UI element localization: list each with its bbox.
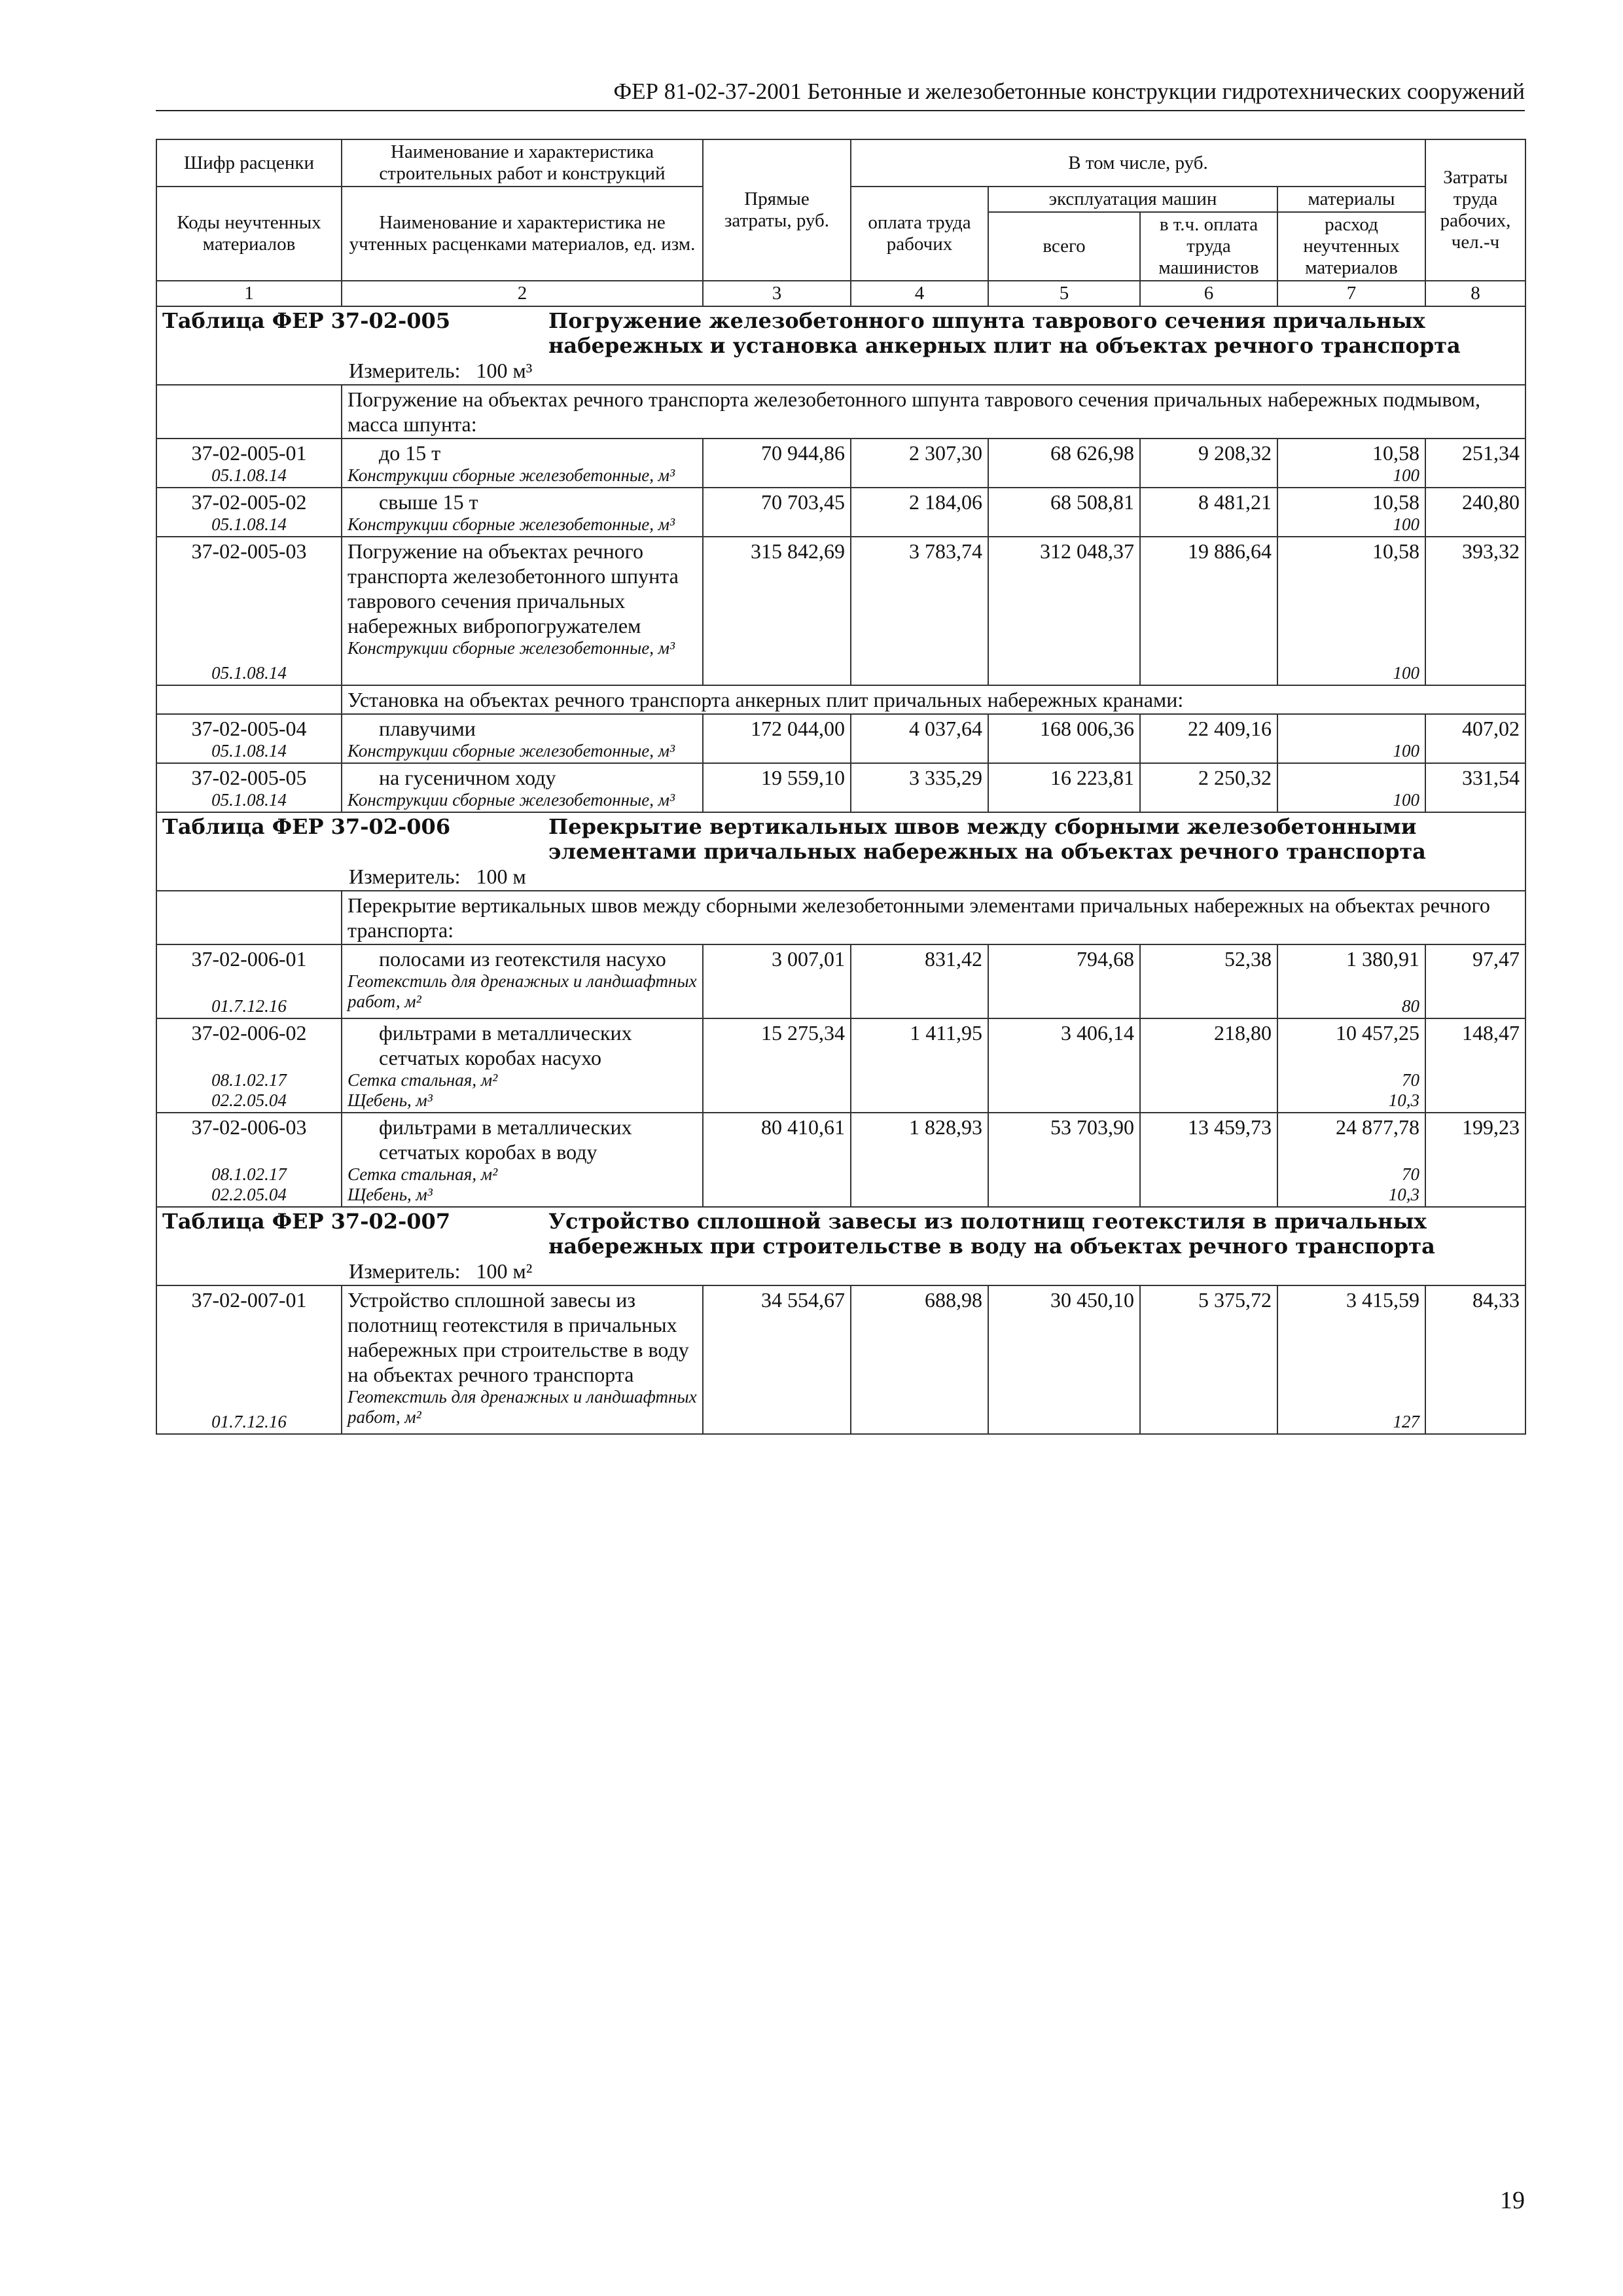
table-row: 37-02-006-01 01.7.12.16 полосами из геотекстиля насухо Геотекстиль для дренажных и ландшафтных работ, м² 3 007,01 831,42 794,68 52,38 1 380,91 80 97,47 [156, 944, 1525, 1018]
page-number: 19 [1500, 2187, 1525, 2214]
price-table [156, 139, 1526, 1435]
table-row: 37-02-007-01 01.7.12.16 Устройство сплошной завесы из полотнищ геотекстиля в причальных набережных при строительстве в воду на объектах речного транспорта Геотекстиль для дренажных и ландшафтных работ, м² 34 554,67 688,98 30 450,10 5 375,72 3 415,59 127 84,33 [156, 1285, 1525, 1434]
col-num: 2 [342, 281, 703, 306]
col-unaccounted-header: расход неучтенных материалов [1277, 212, 1425, 281]
table-row: 37-02-005-03 05.1.08.14 Погружение на объектах речного транспорта железобетонного шпунта таврового сечения причальных набережных вибропогружателем Конструкции сборные железобетонные, м³ 315 842,69 3 783,74 312 048,37 19 886,64 10,58 100 393,32 [156, 537, 1525, 685]
col-num: 7 [1277, 281, 1425, 306]
col-laborpay-header: оплата труда рабочих [851, 187, 988, 281]
col-machines-total-header: всего [988, 212, 1140, 281]
col-labor-header: Затраты труда рабочих, чел.-ч [1425, 139, 1525, 281]
col-materials-header: материалы [1277, 187, 1425, 212]
col-name-header: Наименование и характеристика строительных работ и конструкций [342, 139, 703, 187]
section-note: Перекрытие вертикальных швов между сборными железобетонными элементами причальных набережных на объектах речного транспорта: [342, 891, 1525, 944]
section-note: Погружение на объектах речного транспорта железобетонного шпунта таврового сечения причальных набережных подмывом, масса шпунта: [342, 385, 1525, 439]
table-row: 37-02-005-01 05.1.08.14 до 15 т Конструкции сборные железобетонные, м³ 70 944,86 2 307,30 68 626,98 9 208,32 10,58 100 251,34 [156, 439, 1525, 488]
table-row: 37-02-006-03 08.1.02.17 02.2.05.04 фильтрами в металлических сетчатых коробах в воду Сетка стальная, м² Щебень, м³ 80 410,61 1 828,93 53 703,90 13 459,73 24 877,78 70 10,3 199,23 [156, 1113, 1525, 1207]
col-num: 5 [988, 281, 1140, 306]
col-code-header: Шифр расценки [156, 139, 342, 187]
table-number: Таблица ФЕР 37-02-006 [162, 814, 451, 839]
measure: Измеритель: 100 м³ [349, 359, 533, 382]
measure: Измеритель: 100 м [349, 865, 526, 888]
col-num: 4 [851, 281, 988, 306]
table-title-text: Погружение железобетонного шпунта таврового сечения причальных набережных и установка анкерных плит на объектах речного транспорта [548, 308, 1461, 358]
table-title-006 [156, 812, 1525, 891]
col-code2-header: Коды неучтенных материалов [156, 187, 342, 281]
table-number: Таблица ФЕР 37-02-007 [162, 1209, 451, 1234]
table-title-text: Устройство сплошной завесы из полотнищ геотекстиля в причальных набережных при строительстве в воду на объектах речного транспорта [548, 1209, 1435, 1259]
page-header: ФЕР 81-02-37-2001 Бетонные и железобетонные конструкции гидротехнических сооружений [156, 73, 1525, 111]
col-direct-header: Прямые затраты, руб. [703, 139, 851, 281]
col-num: 3 [703, 281, 851, 306]
col-name2-header: Наименование и характеристика не учтенных расценками материалов, ед. изм. [342, 187, 703, 281]
col-num: 8 [1425, 281, 1525, 306]
col-incl-header: В том числе, руб. [851, 139, 1425, 187]
col-machines-header: эксплуатация машин [988, 187, 1277, 212]
col-machinist-pay-header: в т.ч. оплата труда машинистов [1140, 212, 1277, 281]
col-num: 1 [156, 281, 342, 306]
table-row: 37-02-006-02 08.1.02.17 02.2.05.04 фильтрами в металлических сетчатых коробах насухо Сетка стальная, м² Щебень, м³ 15 275,34 1 411,95 3 406,14 218,80 10 457,25 70 10,3 148,47 [156, 1018, 1525, 1113]
table-row: 37-02-005-02 05.1.08.14 свыше 15 т Конструкции сборные железобетонные, м³ 70 703,45 2 184,06 68 508,81 8 481,21 10,58 100 240,80 [156, 488, 1525, 537]
col-num: 6 [1140, 281, 1277, 306]
table-title-text: Перекрытие вертикальных швов между сборными железобетонными элементами причальных набережных на объектах речного транспорта [548, 814, 1426, 864]
table-title-007 [156, 1207, 1525, 1285]
table-row: 37-02-005-05 05.1.08.14 на гусеничном ходу Конструкции сборные железобетонные, м³ 19 559,10 3 335,29 16 223,81 2 250,32 100 331,54 [156, 763, 1525, 812]
measure: Измеритель: 100 м² [349, 1259, 533, 1283]
table-number: Таблица ФЕР 37-02-005 [162, 308, 451, 333]
section-note: Установка на объектах речного транспорта анкерных плит причальных набережных кранами: [342, 685, 1525, 714]
table-row: 37-02-005-04 05.1.08.14 плавучими Конструкции сборные железобетонные, м³ 172 044,00 4 037,64 168 006,36 22 409,16 100 407,02 [156, 714, 1525, 763]
table-title-005 [156, 306, 1525, 385]
